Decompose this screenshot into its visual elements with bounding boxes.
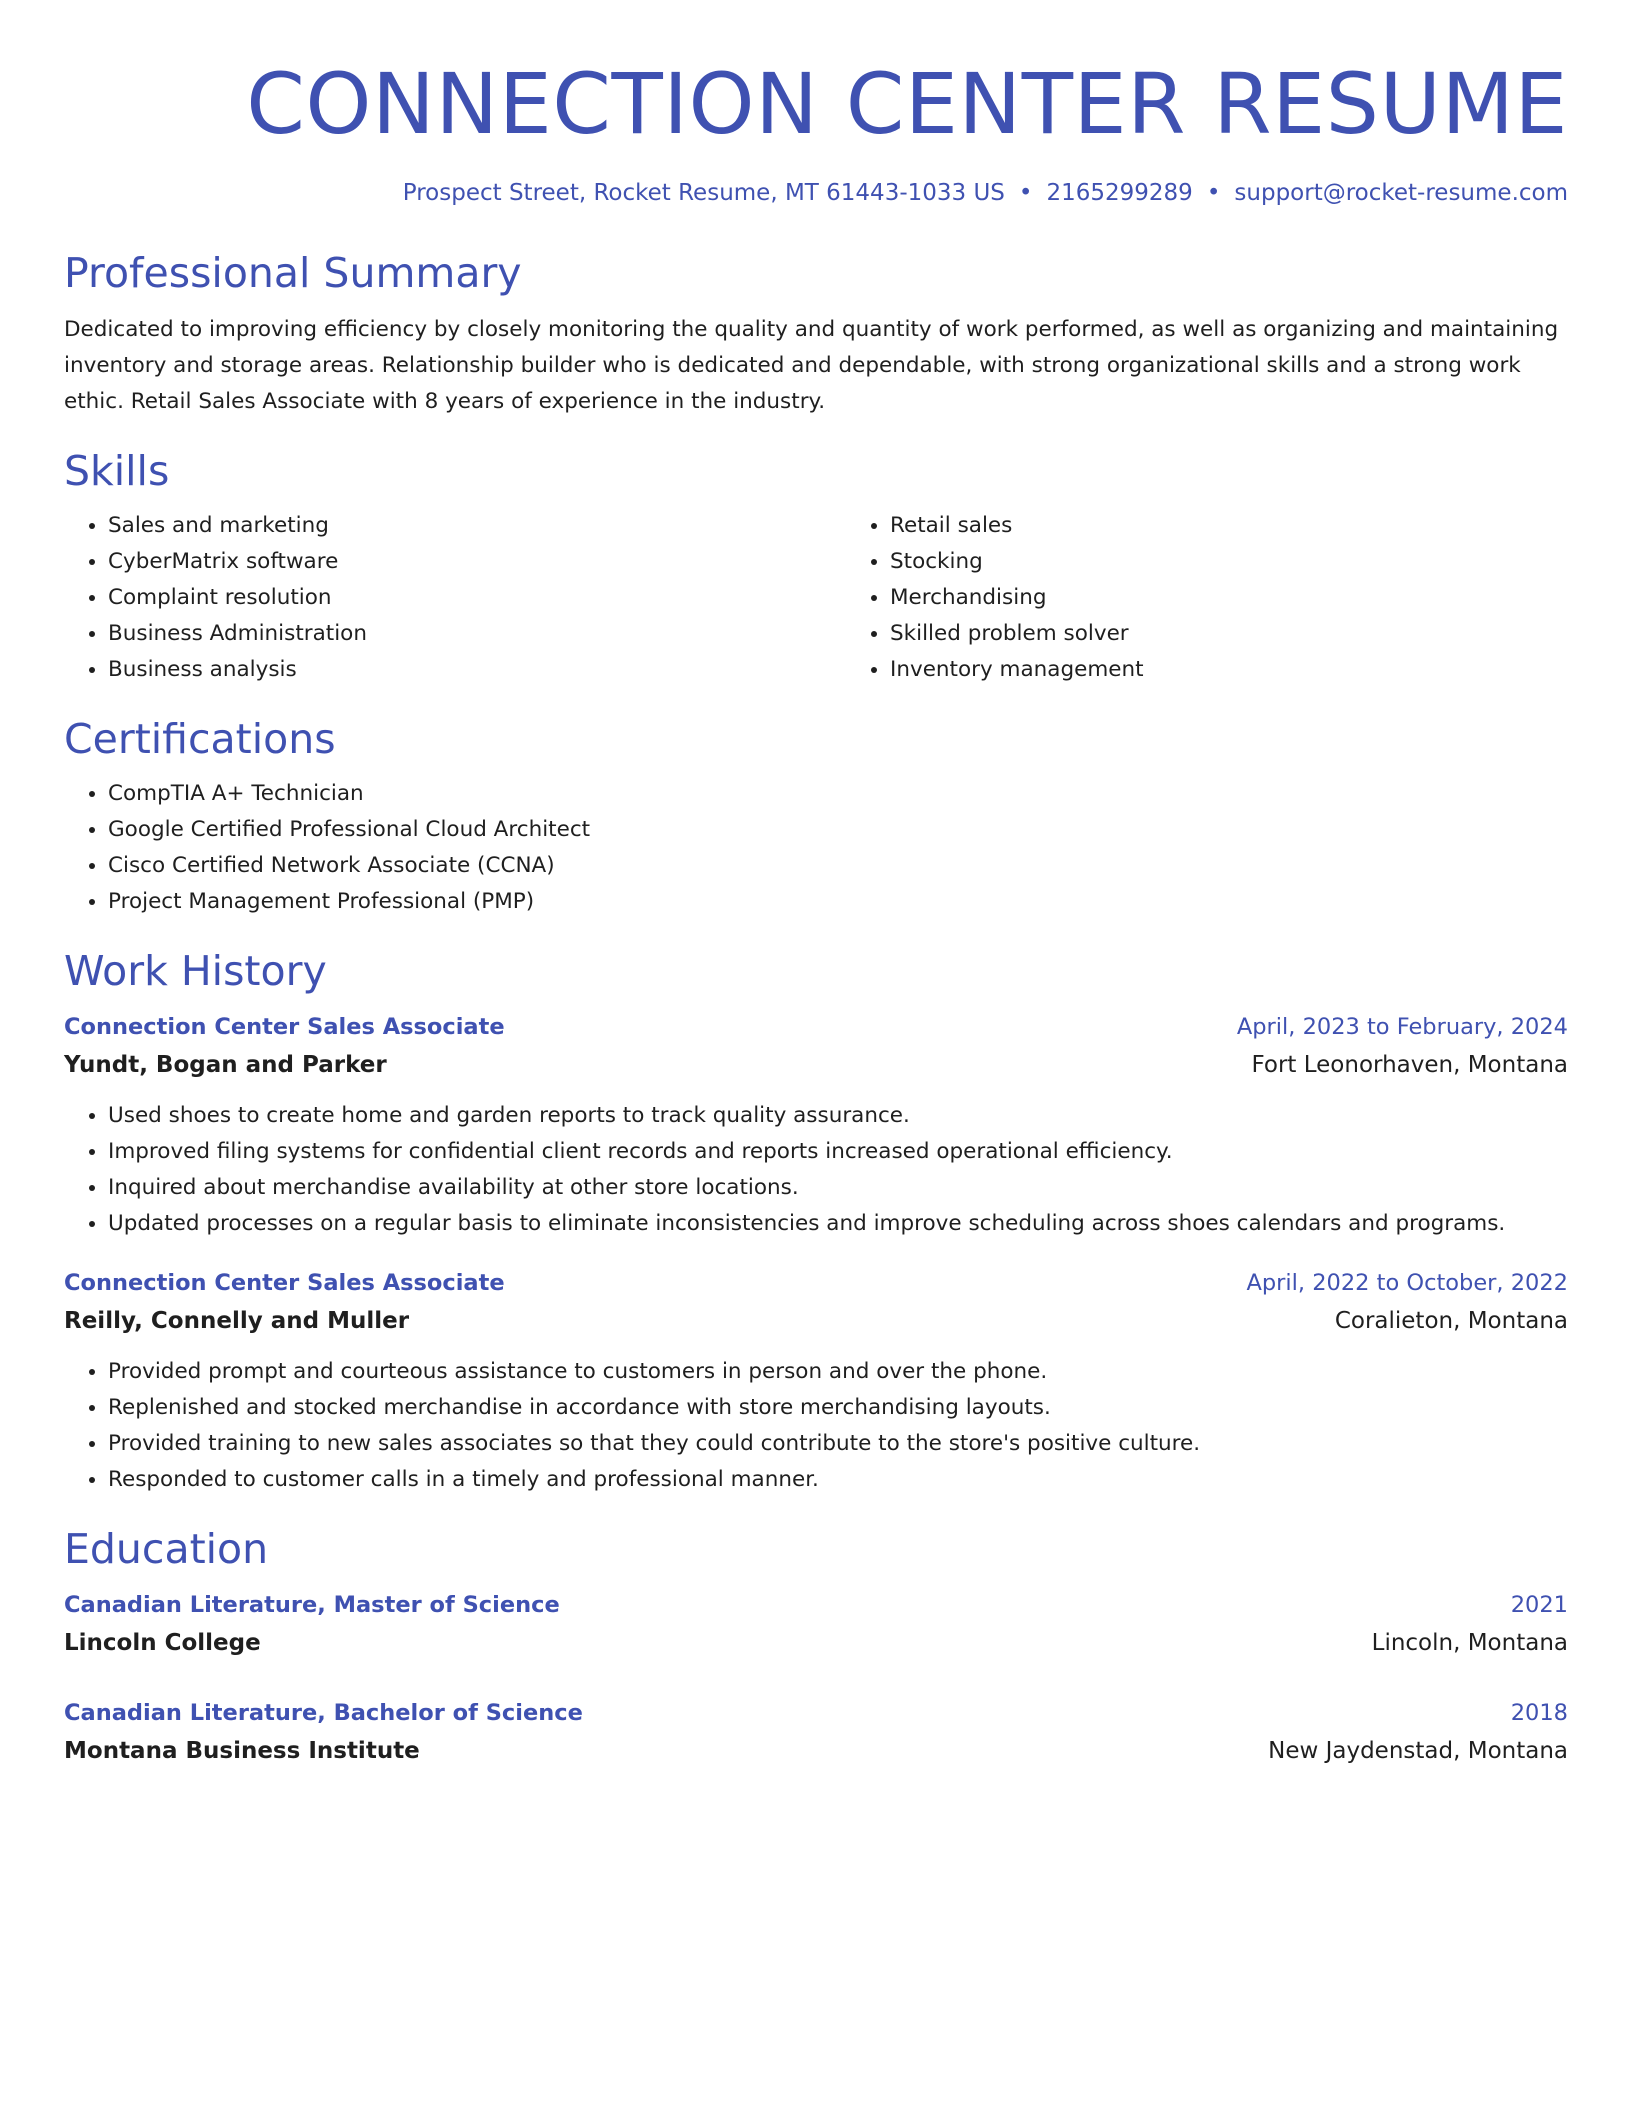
skill-item: • Merchandising: [890, 580, 1568, 616]
skill-item: • CyberMatrix software: [108, 544, 846, 580]
certifications-title: Certifications: [64, 715, 336, 763]
certifications-list: [64, 776, 1568, 920]
education-degree: Canadian Literature, Bachelor of Science: [64, 1700, 583, 1726]
job-company: Yundt, Bogan and Parker: [64, 1052, 387, 1078]
education-year: 2018: [1510, 1700, 1568, 1726]
job-dates: April, 2023 to February, 2024: [1236, 1014, 1568, 1040]
education-location: New Jaydenstad, Montana: [1268, 1738, 1568, 1764]
certification-item: • Cisco Certified Network Associate (CCNA): [108, 848, 1568, 884]
education-location: Lincoln, Montana: [1371, 1630, 1568, 1656]
job-header-row: [64, 1264, 1568, 1302]
job-bullet: • Provided prompt and courteous assistance to customers in person and over the phone.: [108, 1354, 1568, 1390]
job-bullet: • Responded to customer calls in a timely and professional manner.: [108, 1462, 1568, 1498]
certification-item: • Project Management Professional (PMP): [108, 884, 1568, 920]
education-school-row: [64, 1624, 1568, 1662]
education-header-row: [64, 1586, 1568, 1624]
education-title: Education: [64, 1525, 269, 1573]
education-year: 2021: [1510, 1592, 1568, 1618]
job-bullet: • Improved filing systems for confidential client records and reports increased operational efficiency.: [108, 1134, 1568, 1170]
job-entry: [64, 1008, 1568, 1242]
skill-item: • Business analysis: [108, 652, 846, 688]
work-history-title: Work History: [64, 947, 327, 995]
summary-title: Professional Summary: [64, 249, 522, 297]
job-title: Connection Center Sales Associate: [64, 1270, 505, 1296]
skills-title: Skills: [64, 447, 170, 495]
education-school-row: [64, 1732, 1568, 1770]
work-history-section: [64, 946, 1568, 1498]
contact-separator: •: [1206, 180, 1221, 206]
skills-columns: [64, 508, 1568, 688]
job-location: Fort Leonorhaven, Montana: [1251, 1052, 1568, 1078]
resume-name: CONNECTION CENTER RESUME: [246, 55, 1568, 153]
job-bullet: • Provided training to new sales associates so that they could contribute to the store's positive culture.: [108, 1426, 1568, 1462]
certification-item: • Google Certified Professional Cloud Architect: [108, 812, 1568, 848]
job-company-row: [64, 1046, 1568, 1084]
job-bullet: • Updated processes on a regular basis to eliminate inconsistencies and improve scheduling across shoes calendars and programs.: [108, 1206, 1568, 1242]
contact-phone: 2165299289: [1046, 180, 1193, 206]
job-bullet: • Used shoes to create home and garden reports to track quality assurance.: [108, 1098, 1568, 1134]
skills-section: [64, 446, 1568, 688]
skills-list-right: [846, 508, 1568, 688]
skill-item: • Stocking: [890, 544, 1568, 580]
skill-item: • Sales and marketing: [108, 508, 846, 544]
education-section: [64, 1524, 1568, 1770]
job-title: Connection Center Sales Associate: [64, 1014, 505, 1040]
job-dates: April, 2022 to October, 2022: [1246, 1270, 1568, 1296]
skill-item: • Inventory management: [890, 652, 1568, 688]
summary-section: [64, 248, 1568, 420]
skill-item: • Skilled problem solver: [890, 616, 1568, 652]
contact-separator: •: [1018, 180, 1033, 206]
contact-line: [64, 178, 1568, 208]
contact-address: Prospect Street, Rocket Resume, MT 61443-1033 US: [402, 180, 1005, 206]
job-bullets: [64, 1354, 1568, 1498]
job-company: Reilly, Connelly and Muller: [64, 1308, 410, 1334]
education-entry: [64, 1586, 1568, 1662]
contact-email[interactable]: support@rocket-resume.com: [1234, 180, 1568, 206]
skill-item: • Complaint resolution: [108, 580, 846, 616]
job-bullet: • Inquired about merchandise availability at other store locations.: [108, 1170, 1568, 1206]
education-degree: Canadian Literature, Master of Science: [64, 1592, 560, 1618]
certification-item: • CompTIA A+ Technician: [108, 776, 1568, 812]
education-school: Montana Business Institute: [64, 1738, 420, 1764]
job-entry: [64, 1264, 1568, 1498]
skills-list-left: [64, 508, 846, 688]
summary-text: Dedicated to improving efficiency by closely monitoring the quality and quantity of work performed, as well as organizing and maintaining inventory and storage areas. Relationship builder who is dedicated and dependable, with strong organizational skills and a strong work ethic. Retail Sales Associate with 8 years of experience in the industry.: [64, 317, 1559, 414]
resume-header: [64, 0, 1568, 208]
job-bullets: [64, 1098, 1568, 1242]
education-entry: [64, 1694, 1568, 1770]
job-company-row: [64, 1302, 1568, 1340]
job-location: Coralieton, Montana: [1334, 1308, 1568, 1334]
skill-item: • Business Administration: [108, 616, 846, 652]
skill-item: • Retail sales: [890, 508, 1568, 544]
job-bullet: • Replenished and stocked merchandise in accordance with store merchandising layouts.: [108, 1390, 1568, 1426]
education-school: Lincoln College: [64, 1630, 261, 1656]
certifications-section: [64, 714, 1568, 920]
education-header-row: [64, 1694, 1568, 1732]
job-header-row: [64, 1008, 1568, 1046]
